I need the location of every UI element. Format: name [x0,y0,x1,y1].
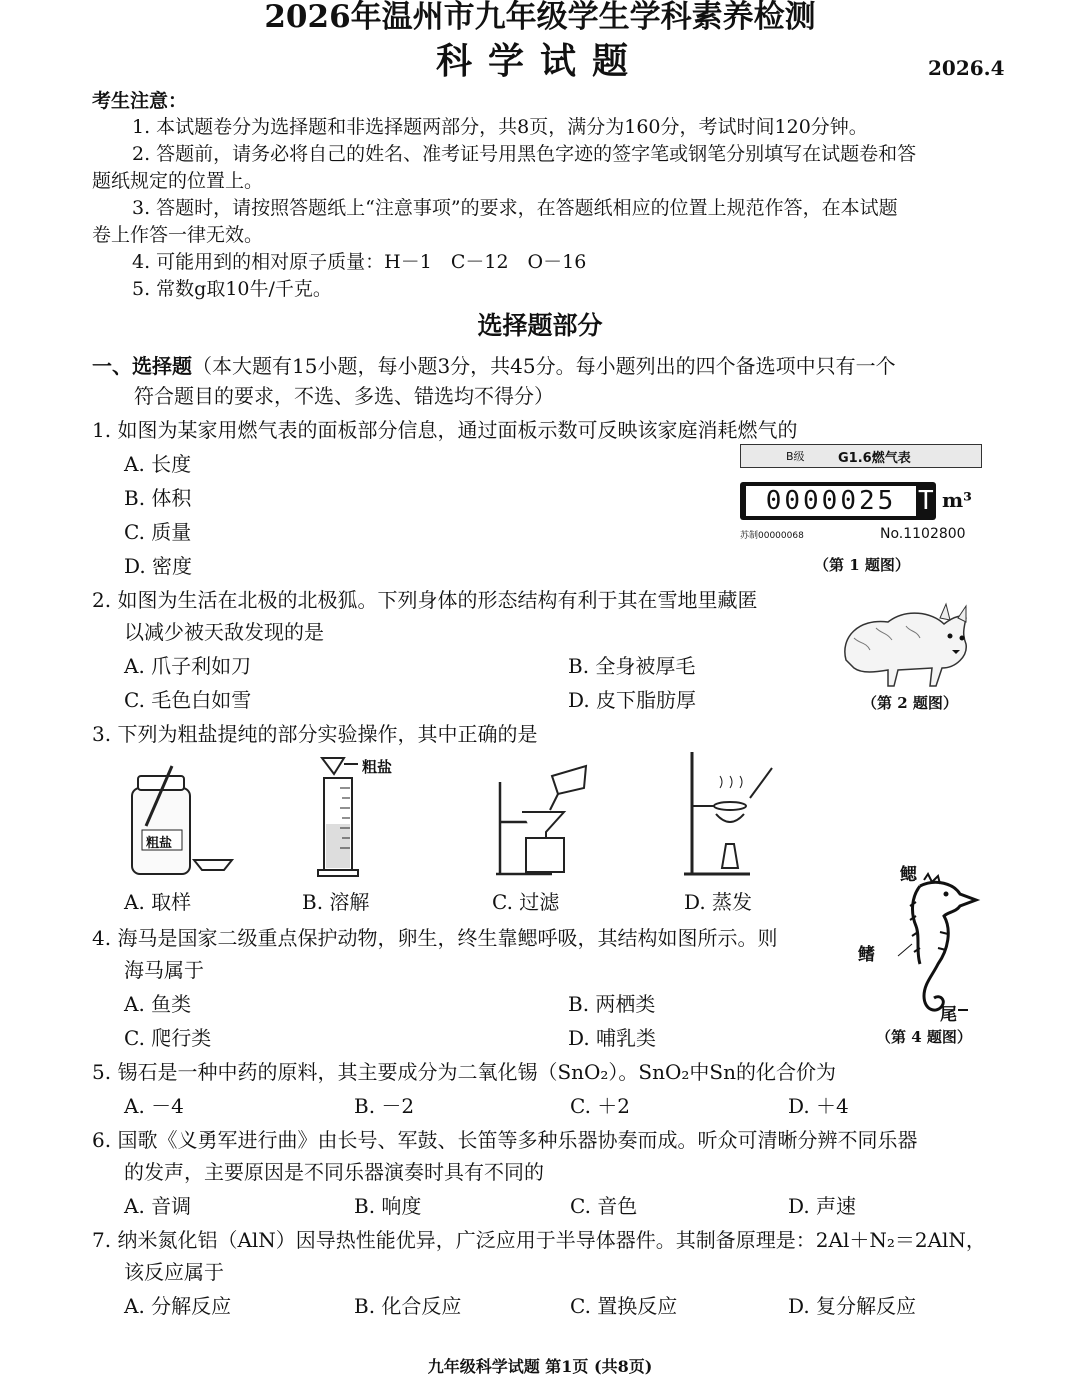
option: C. ＋2 [570,1094,631,1118]
figure-caption: （第 2 题图） [862,694,958,712]
question-stem: 海马属于 [124,958,204,982]
option: C. 毛色白如雪 [124,688,252,712]
sampling-jar-figure [128,766,238,878]
question-stem: 1. 如图为某家用燃气表的面板部分信息，通过面板示数可反映该家庭消耗燃气的 [92,418,798,442]
option: A. 分解反应 [124,1294,232,1318]
option: C. 爬行类 [124,1026,212,1050]
question-stem: 7. 纳米氮化铝（AlN）因导热性能优异，广泛应用于半导体器件。其制备原理是：2Al＋N₂＝2AlN， [92,1228,986,1252]
evaporation-figure [680,748,780,880]
notice-item: 4. 可能用到的相对原子质量：H－1 C－12 O－16 [132,251,587,273]
option: C. 置换反应 [570,1294,678,1318]
seahorse-gill-label: 鳃 [900,865,917,885]
question-stem: 以减少被天敌发现的是 [124,620,324,644]
option: B. －2 [354,1094,415,1118]
seahorse-tail-label: 尾 [940,1005,957,1025]
notice-item: 1. 本试题卷分为选择题和非选择题两部分，共8页，满分为160分，考试时间120分钟。 [132,116,868,138]
cylinder-label: 粗盐 [362,758,393,776]
meter-model: G1.6燃气表 [838,451,911,466]
option: C. 音色 [570,1194,638,1218]
meter-serial: No.1102800 [880,526,966,542]
question-stem: 该反应属于 [124,1260,224,1284]
seahorse-figure [880,872,980,1022]
meter-unit: m³ [942,488,972,512]
option: B. 全身被厚毛 [568,654,696,678]
notice-item: 卷上作答一律无效。 [92,224,264,246]
question-stem: 2. 如图为生活在北极的北极狐。下列身体的形态结构有利于其在雪地里藏匿 [92,588,758,612]
option: D. 复分解反应 [788,1294,917,1318]
option: D. ＋4 [788,1094,849,1118]
notice-item: 3. 答题时，请按照答题纸上“注意事项”的要求，在答题纸相应的位置上规范作答，在本试题 [132,197,898,219]
option: B. 溶解 [302,890,370,914]
part-desc-line2: 符合题目的要求，不选、多选、错选均不得分） [134,384,554,408]
meter-code: 苏制00000068 [740,531,804,541]
question-stem: 的发声，主要原因是不同乐器演奏时具有不同的 [124,1160,544,1184]
option: A. 爪子利如刀 [124,654,252,678]
option: A. 长度 [124,452,192,476]
notice-item: 题纸规定的位置上。 [92,170,264,192]
option: B. 响度 [354,1194,422,1218]
notice-heading: 考生注意： [92,90,188,112]
meter-grade: B级 [786,450,805,463]
page-footer: 九年级科学试题 第1页 (共8页) [427,1357,653,1376]
meter-digits: 0000025 [746,486,916,516]
option: D. 密度 [124,554,193,578]
notice-item: 2. 答题前，请务必将自己的姓名、准考证号用黑色字迹的签字笔或钢笔分别填写在试题卷和答 [132,143,917,165]
option: B. 化合反应 [354,1294,462,1318]
figure-caption: （第 1 题图） [814,556,910,574]
filtration-figure [492,752,592,880]
option: A. 鱼类 [124,992,192,1016]
subject-title: 科学试题 [435,40,644,82]
option: C. 质量 [124,520,192,544]
question-stem: 6. 国歌《义勇军进行曲》由长号、军鼓、长笛等多种乐器协奏而成。听众可清晰分辨不同乐器 [92,1128,918,1152]
option: C. 过滤 [492,890,560,914]
arctic-fox-figure [836,598,976,690]
option: B. 两栖类 [568,992,656,1016]
question-stem: 5. 锡石是一种中药的原料，其主要成分为二氧化锡（SnO₂）。SnO₂中Sn的化合价为 [92,1060,837,1084]
question-stem: 3. 下列为粗盐提纯的部分实验操作，其中正确的是 [92,722,538,746]
gas-meter-figure [740,444,980,544]
part-desc: （本大题有15小题，每小题3分，共45分。每小题列出的四个备选项中只有一个 [192,354,896,378]
section-title: 选择题部分 [477,311,603,340]
notice-item: 5. 常数g取10牛/千克。 [132,278,332,300]
part-heading [92,352,896,380]
part-label: 一、选择题 [92,354,192,378]
option: B. 体积 [124,486,192,510]
option: D. 皮下脂肪厚 [568,688,697,712]
exam-date: 2026.4 [928,56,1005,80]
option: A. 音调 [124,1194,192,1218]
option: D. 声速 [788,1194,857,1218]
jar-label: 粗盐 [146,836,173,851]
option: D. 哺乳类 [568,1026,657,1050]
option: A. 取样 [124,890,192,914]
figure-caption: （第 4 题图） [876,1028,972,1046]
seahorse-fin-label: 鳍 [858,945,875,965]
exam-title: 2026年温州市九年级学生学科素养检测 [264,0,816,35]
option: A. －4 [124,1094,184,1118]
question-stem: 4. 海马是国家二级重点保护动物，卵生，终生靠鳃呼吸，其结构如图所示。则 [92,926,778,950]
option: D. 蒸发 [684,890,753,914]
meter-unit-digit: T [918,486,934,516]
